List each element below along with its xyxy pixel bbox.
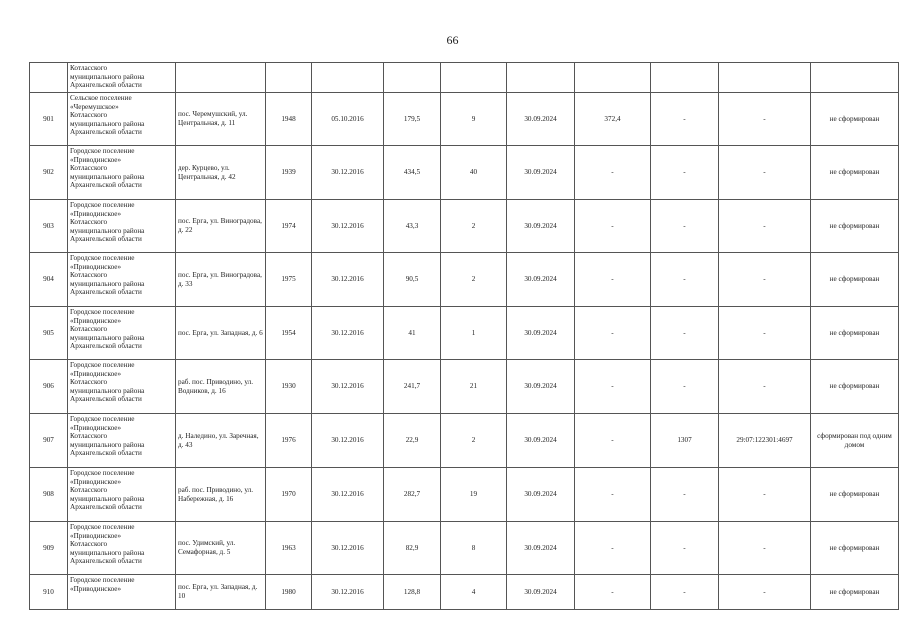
row-number-cell: 910 [30, 575, 68, 610]
date-cell: 30.12.2016 [312, 307, 384, 360]
cadastral-cell: 29:07:122301:4697 [719, 414, 811, 468]
year-cell [266, 63, 312, 93]
table-row [30, 200, 899, 253]
settlement-line: муниципального района [70, 440, 145, 449]
deadline-cell: 30.09.2024 [507, 360, 575, 414]
deadline-cell: 30.09.2024 [507, 253, 575, 307]
year-cell: 1948 [266, 93, 312, 146]
table-row [30, 522, 899, 575]
date-cell: 30.12.2016 [312, 468, 384, 522]
address-cell: раб. пос. Приводино, ул. Набережная, д. 16 [176, 468, 266, 522]
land-area-cell: - [575, 522, 651, 575]
land-area-cell: - [575, 360, 651, 414]
land-area-cell: - [575, 146, 651, 200]
settlement-line: муниципального района [70, 279, 145, 288]
address-cell: дер. Курцево, ул. Центральная, д. 42 [176, 146, 266, 200]
land-area-cell: 372,4 [575, 93, 651, 146]
residents-cell: 2 [441, 253, 507, 307]
deadline-cell: 30.09.2024 [507, 146, 575, 200]
settlement-line: «Приводинское» [70, 584, 122, 593]
land-area-cell: - [575, 253, 651, 307]
year-cell: 1976 [266, 414, 312, 468]
address-cell: пос. Ерга, ул. Виноградова, д. 22 [176, 200, 266, 253]
registry-table [29, 62, 899, 610]
address-cell: пос. Ерга, ул. Западная, д. 10 [176, 575, 266, 610]
row-number-cell: 906 [30, 360, 68, 414]
column-9-cell: - [651, 307, 719, 360]
settlement-line: Котласского [70, 325, 108, 334]
address-cell: пос. Ерга, ул. Виноградова, д. 33 [176, 253, 266, 307]
page-number: 66 [446, 33, 459, 47]
cadastral-cell: - [719, 146, 811, 200]
year-cell: 1963 [266, 522, 312, 575]
land-area-cell: - [575, 575, 651, 610]
year-cell: 1980 [266, 575, 312, 610]
date-cell: 30.12.2016 [312, 200, 384, 253]
status-cell: не сформирован [811, 200, 899, 253]
address-cell [176, 63, 266, 93]
settlement-line: Котласского [70, 378, 108, 387]
status-cell: сформирован под одним домом [811, 414, 899, 468]
area-cell: 282,7 [384, 468, 441, 522]
cadastral-cell: - [719, 360, 811, 414]
status-cell: не сформирован [811, 146, 899, 200]
settlement-line: Архангельской области [70, 181, 142, 190]
settlement-line: Городское поселение [70, 469, 135, 477]
settlement-line: Городское поселение [70, 254, 135, 262]
table-row [30, 253, 899, 307]
status-cell: не сформирован [811, 307, 899, 360]
settlement-line: Архангельской области [70, 449, 142, 458]
address-cell: пос. Ерга, ул. Западная, д. 6 [176, 307, 266, 360]
settlement-cell [68, 63, 176, 93]
column-9-cell: 1307 [651, 414, 719, 468]
settlement-line: муниципального района [70, 72, 145, 81]
cadastral-cell: - [719, 468, 811, 522]
settlement-line: Архангельской области [70, 235, 142, 244]
residents-cell: 1 [441, 307, 507, 360]
status-cell: не сформирован [811, 575, 899, 610]
date-cell: 05.10.2016 [312, 93, 384, 146]
settlement-cell [68, 307, 176, 360]
settlement-line: «Приводинское» [70, 477, 122, 486]
settlement-line: Котласского [70, 540, 108, 549]
settlement-line: Котласского [70, 111, 108, 120]
deadline-cell: 30.09.2024 [507, 414, 575, 468]
row-number-cell: 907 [30, 414, 68, 468]
year-cell: 1954 [266, 307, 312, 360]
settlement-line: Архангельской области [70, 288, 142, 297]
residents-cell: 4 [441, 575, 507, 610]
settlement-cell [68, 253, 176, 307]
settlement-cell [68, 146, 176, 200]
deadline-cell: 30.09.2024 [507, 200, 575, 253]
row-number-cell: 908 [30, 468, 68, 522]
settlement-line: муниципального района [70, 386, 145, 395]
row-number-cell: 909 [30, 522, 68, 575]
settlement-line: Городское поселение [70, 523, 135, 531]
settlement-line: Котласского [70, 218, 108, 227]
column-9-cell: - [651, 146, 719, 200]
column-9-cell: - [651, 93, 719, 146]
settlement-line: Городское поселение [70, 361, 135, 369]
cadastral-cell: - [719, 93, 811, 146]
table-row [30, 468, 899, 522]
date-cell: 30.12.2016 [312, 414, 384, 468]
deadline-cell: 30.09.2024 [507, 307, 575, 360]
settlement-line: муниципального района [70, 333, 145, 342]
area-cell: 434,5 [384, 146, 441, 200]
cadastral-cell: - [719, 307, 811, 360]
date-cell: 30.12.2016 [312, 522, 384, 575]
table-row [30, 146, 899, 200]
row-number-cell [30, 63, 68, 93]
row-number-cell: 905 [30, 307, 68, 360]
settlement-line: Котласского [70, 271, 108, 280]
deadline-cell: 30.09.2024 [507, 522, 575, 575]
deadline-cell: 30.09.2024 [507, 468, 575, 522]
residents-cell: 21 [441, 360, 507, 414]
settlement-line: Городское поселение [70, 201, 135, 209]
column-9-cell: - [651, 522, 719, 575]
deadline-cell [507, 63, 575, 93]
settlement-line: Архангельской области [70, 342, 142, 351]
settlement-cell [68, 522, 176, 575]
area-cell: 22,9 [384, 414, 441, 468]
deadline-cell: 30.09.2024 [507, 575, 575, 610]
table-row-continued [30, 63, 899, 93]
year-cell: 1975 [266, 253, 312, 307]
settlement-line: Котласского [70, 486, 108, 495]
year-cell: 1970 [266, 468, 312, 522]
status-cell: не сформирован [811, 360, 899, 414]
settlement-line: Архангельской области [70, 128, 142, 137]
residents-cell [441, 63, 507, 93]
settlement-cell [68, 575, 176, 610]
settlement-line: Котласского [70, 164, 108, 173]
settlement-line: «Приводинское» [70, 369, 122, 378]
settlement-line: Городское поселение [70, 576, 135, 584]
settlement-cell [68, 468, 176, 522]
address-cell: пос. Удимский, ул. Семафорная, д. 5 [176, 522, 266, 575]
cadastral-cell: - [719, 522, 811, 575]
land-area-cell [575, 63, 651, 93]
settlement-line: Городское поселение [70, 308, 135, 316]
column-9-cell: - [651, 253, 719, 307]
column-9-cell: - [651, 575, 719, 610]
residents-cell: 40 [441, 146, 507, 200]
settlement-line: Котласского [70, 64, 108, 72]
residents-cell: 9 [441, 93, 507, 146]
cadastral-cell: - [719, 200, 811, 253]
table-row [30, 575, 899, 610]
cadastral-cell [719, 63, 811, 93]
area-cell: 43,3 [384, 200, 441, 253]
cadastral-cell: - [719, 253, 811, 307]
table-body [30, 63, 899, 610]
settlement-line: «Приводинское» [70, 423, 122, 432]
row-number-cell: 902 [30, 146, 68, 200]
table-row [30, 360, 899, 414]
area-cell: 128,8 [384, 575, 441, 610]
residents-cell: 19 [441, 468, 507, 522]
settlement-line: Городское поселение [70, 415, 135, 423]
status-cell [811, 63, 899, 93]
area-cell: 241,7 [384, 360, 441, 414]
column-9-cell: - [651, 200, 719, 253]
residents-cell: 8 [441, 522, 507, 575]
row-number-cell: 901 [30, 93, 68, 146]
column-9-cell [651, 63, 719, 93]
area-cell: 82,9 [384, 522, 441, 575]
address-cell: д. Наледино, ул. Заречная, д. 43 [176, 414, 266, 468]
settlement-line: Архангельской области [70, 557, 142, 566]
settlement-line: Котласского [70, 432, 108, 441]
address-cell: раб. пос. Приводино, ул. Водников, д. 16 [176, 360, 266, 414]
settlement-line: муниципального района [70, 172, 145, 181]
area-cell [384, 63, 441, 93]
row-number-cell: 903 [30, 200, 68, 253]
settlement-line: Архангельской области [70, 81, 142, 90]
settlement-cell [68, 414, 176, 468]
land-area-cell: - [575, 200, 651, 253]
settlement-line: муниципального района [70, 119, 145, 128]
status-cell: не сформирован [811, 522, 899, 575]
land-area-cell: - [575, 468, 651, 522]
date-cell: 30.12.2016 [312, 146, 384, 200]
settlement-line: «Приводинское» [70, 155, 122, 164]
land-area-cell: - [575, 414, 651, 468]
date-cell: 30.12.2016 [312, 253, 384, 307]
row-number-cell: 904 [30, 253, 68, 307]
deadline-cell: 30.09.2024 [507, 93, 575, 146]
settlement-line: муниципального района [70, 226, 145, 235]
year-cell: 1930 [266, 360, 312, 414]
date-cell: 30.12.2016 [312, 575, 384, 610]
table-row [30, 93, 899, 146]
residents-cell: 2 [441, 414, 507, 468]
settlement-line: «Приводинское» [70, 531, 122, 540]
area-cell: 41 [384, 307, 441, 360]
status-cell: не сформирован [811, 253, 899, 307]
settlement-line: «Черемушское» [70, 102, 119, 111]
column-9-cell: - [651, 468, 719, 522]
settlement-cell [68, 93, 176, 146]
table-row [30, 307, 899, 360]
area-cell: 179,5 [384, 93, 441, 146]
settlement-cell [68, 200, 176, 253]
land-area-cell: - [575, 307, 651, 360]
date-cell [312, 63, 384, 93]
settlement-line: «Приводинское» [70, 316, 122, 325]
settlement-line: «Приводинское» [70, 209, 122, 218]
settlement-line: муниципального района [70, 548, 145, 557]
column-9-cell: - [651, 360, 719, 414]
settlement-line: Архангельской области [70, 503, 142, 512]
settlement-line: Городское поселение [70, 147, 135, 155]
settlement-line: муниципального района [70, 494, 145, 503]
status-cell: не сформирован [811, 93, 899, 146]
year-cell: 1939 [266, 146, 312, 200]
settlement-line: Архангельской области [70, 395, 142, 404]
settlement-cell [68, 360, 176, 414]
area-cell: 90,5 [384, 253, 441, 307]
settlement-line: Сельское поселение [70, 94, 132, 102]
table-row [30, 414, 899, 468]
date-cell: 30.12.2016 [312, 360, 384, 414]
residents-cell: 2 [441, 200, 507, 253]
status-cell: не сформирован [811, 468, 899, 522]
cadastral-cell: - [719, 575, 811, 610]
year-cell: 1974 [266, 200, 312, 253]
settlement-line: «Приводинское» [70, 262, 122, 271]
address-cell: пос. Черемушский, ул. Центральная, д. 11 [176, 93, 266, 146]
